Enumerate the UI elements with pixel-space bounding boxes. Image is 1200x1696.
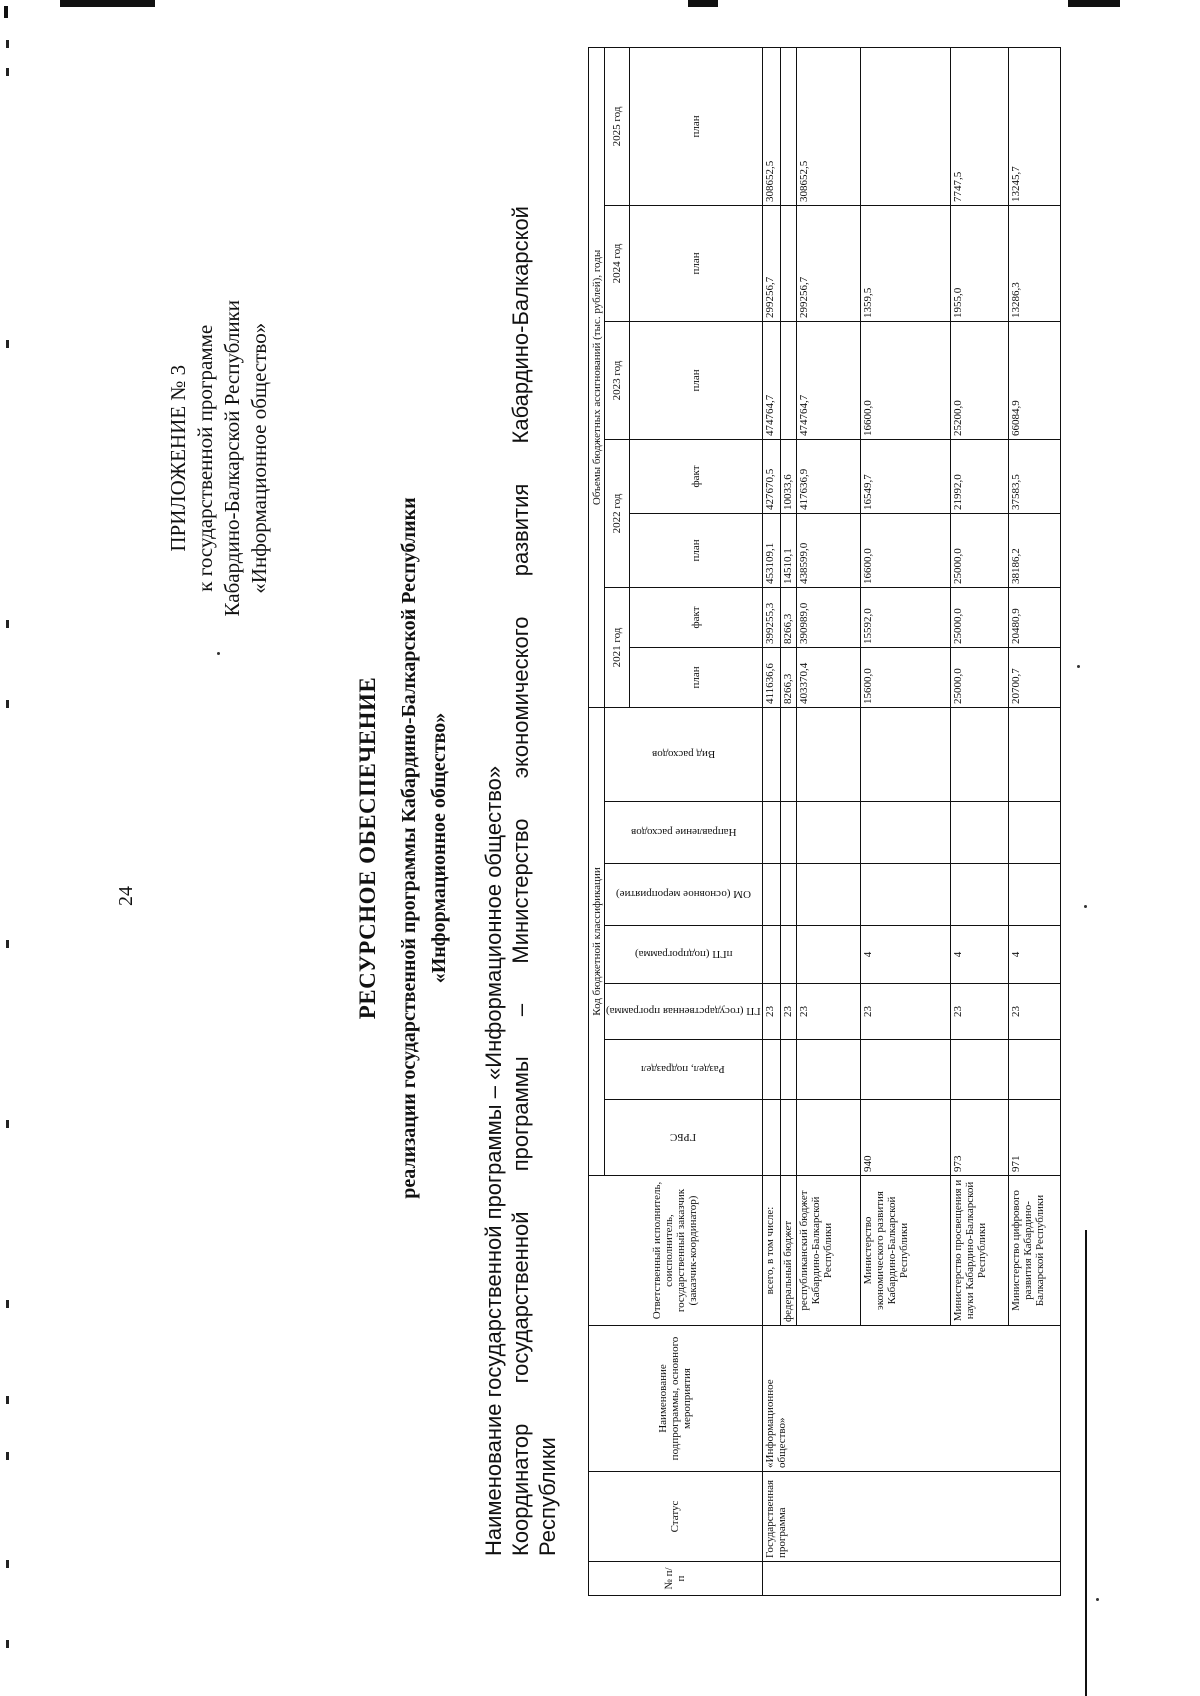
cell-2023-plan: 66084,9 [1008,321,1060,439]
program-name-line: Наименование государственной программы – «Информационное общество» [481,765,506,1556]
cell-2022-plan: 453109,1 [762,513,780,587]
header-razdel-text: Раздел, подраздел [641,1063,726,1076]
coordinator-word: Кабардино-Балкарской [508,206,533,444]
header-year-2021: 2021 год [605,587,630,707]
cell-napravlenie [1008,802,1060,864]
document-subtitle [394,0,454,1696]
cell-2023-plan: 25200,0 [950,321,1008,439]
header-name: Наименование подпрограммы, основного мероприятия [589,1326,763,1472]
header-code-group: Код бюджетной классификации [589,707,605,1175]
appendix-line-2: к государственной программе [193,324,217,592]
cell-napravlenie [950,802,1008,864]
coordinator-line [507,206,534,1556]
cell-pgp: 4 [950,926,1008,984]
header-year-2023: 2023 год [605,321,630,439]
cell-2022-plan: 25000,0 [950,513,1008,587]
cell-gp: 23 [796,984,860,1040]
header-gp-text: ГП (государственная программа) [606,1005,761,1018]
cell-gp: 23 [762,984,780,1040]
cell-razdel [860,1040,950,1100]
cell-om [780,864,796,926]
cell-name: «Информационное общество» [762,1326,1060,1472]
cell-2025-plan [780,47,796,205]
header-year-2025: 2025 год [605,47,630,205]
coordinator-word: экономического [508,616,533,779]
cell-pgp: 4 [1008,926,1060,984]
subtitle-line-2: «Информационное общество» [428,712,450,984]
cell-om [1008,864,1060,926]
cell-2021-plan: 411636,6 [762,647,780,707]
cell-gp: 23 [860,984,950,1040]
cell-vid [1008,707,1060,801]
header-grbs [605,1100,763,1176]
cell-2021-plan: 8266,3 [780,647,796,707]
cell-num [762,1562,1060,1596]
cell-2023-plan: 474764,7 [796,321,860,439]
cell-vid [950,707,1008,801]
cell-2021-plan: 25000,0 [950,647,1008,707]
table-row [762,47,780,1595]
cell-grbs [780,1100,796,1176]
cell-vid [780,707,796,801]
header-status: Статус [589,1472,763,1562]
cell-2024-plan: 1359,5 [860,205,950,321]
cell-2023-plan: 474764,7 [762,321,780,439]
cell-2021-fact: 25000,0 [950,587,1008,647]
cell-2022-plan: 438599,0 [796,513,860,587]
cell-executor: республиканский бюджет Кабардино-Балкарской Республики [796,1176,860,1326]
cell-pgp [780,926,796,984]
cell-napravlenie [780,802,796,864]
cell-2021-fact: 8266,3 [780,587,796,647]
document-title: РЕСУРСНОЕ ОБЕСПЕЧЕНИЕ [355,676,380,1020]
cell-2021-plan: 15600,0 [860,647,950,707]
cell-pgp: 4 [860,926,950,984]
cell-2022-plan: 38186,2 [1008,513,1060,587]
coordinator-word: Координатор [508,1423,533,1556]
cell-2021-fact: 15592,0 [860,587,950,647]
cell-om [796,864,860,926]
cell-2022-fact: 16549,7 [860,439,950,513]
coordinator-word: программы [508,1056,533,1172]
cell-2021-plan: 403370,4 [796,647,860,707]
header-executor: Ответственный исполнитель, соисполнитель, государственный заказчик (заказчик-координатор) [589,1176,763,1326]
cell-gp: 23 [1008,984,1060,1040]
header-pgp [605,926,763,984]
header-fact: факт [630,439,762,513]
header-vid [605,707,763,801]
header-plan: план [630,205,762,321]
cell-executor: федеральный бюджет [780,1176,796,1326]
header-om [605,864,763,926]
cell-2022-fact: 21992,0 [950,439,1008,513]
cell-2022-fact: 417636,9 [796,439,860,513]
cell-2021-plan: 20700,7 [1008,647,1060,707]
header-volume-group: Объемы бюджетных ассигнований (тыс. рублей), годы [589,47,605,707]
cell-2024-plan: 13286,3 [1008,205,1060,321]
cell-grbs: 971 [1008,1100,1060,1176]
program-info [480,56,561,1556]
coordinator-tail: Республики [535,1437,560,1556]
header-razdel [605,1040,763,1100]
cell-executor: Министерство цифрового развития Кабардино-Балкарской Республики [1008,1176,1060,1326]
header-year-2022: 2022 год [605,439,630,587]
header-om-text: ОМ (основное мероприятие) [615,888,751,901]
cell-grbs [762,1100,780,1176]
cell-om [860,864,950,926]
table-header-row [589,47,605,1595]
cell-executor: всего, в том числе: [762,1176,780,1326]
appendix-block [165,300,273,616]
cell-napravlenie [796,802,860,864]
coordinator-word: Министерство [508,818,533,964]
cell-2022-plan: 14510,1 [780,513,796,587]
cell-napravlenie [762,802,780,864]
cell-razdel [1008,1040,1060,1100]
header-fact: факт [630,587,762,647]
header-napravlenie-text: Направление расходов [630,826,737,839]
cell-grbs: 940 [860,1100,950,1176]
cell-2025-plan: 308652,5 [796,47,860,205]
cell-2024-plan [780,205,796,321]
cell-2024-plan: 1955,0 [950,205,1008,321]
cell-2025-plan: 13245,7 [1008,47,1060,205]
cell-razdel [780,1040,796,1100]
cell-2021-fact: 390989,0 [796,587,860,647]
subtitle-line-1: реализации государственной программы Кабардино-Балкарской Республики [398,497,420,1199]
cell-2022-plan: 16600,0 [860,513,950,587]
cell-napravlenie [860,802,950,864]
cell-2024-plan: 299256,7 [762,205,780,321]
cell-gp: 23 [950,984,1008,1040]
cell-2022-fact: 427670,5 [762,439,780,513]
cell-vid [860,707,950,801]
cell-2025-plan: 7747,5 [950,47,1008,205]
cell-executor: Министерство просвещения и науки Кабардино-Балкарской Республики [950,1176,1008,1326]
appendix-line-3: Кабардино-Балкарской Республики [220,300,244,617]
header-pgp-text: пГП (подпрограмма) [634,948,733,961]
appendix-line-1: ПРИЛОЖЕНИЕ № 3 [166,364,190,552]
cell-status: Государственная программа [762,1472,1060,1562]
cell-2024-plan: 299256,7 [796,205,860,321]
cell-vid [796,707,860,801]
cell-executor: Министерство экономического развития Кабардино-Балкарской Республики [860,1176,950,1326]
cell-gp: 23 [780,984,796,1040]
coordinator-word: развития [508,483,533,577]
cell-pgp [796,926,860,984]
coordinator-word: – [508,1003,533,1017]
cell-om [762,864,780,926]
cell-2025-plan [860,47,950,205]
cell-2023-plan: 16600,0 [860,321,950,439]
header-grbs-text: ГРБС [670,1131,697,1144]
header-num: № п/п [589,1562,763,1596]
cell-razdel [796,1040,860,1100]
cell-2022-fact: 37583,5 [1008,439,1060,513]
header-plan: план [630,47,762,205]
cell-grbs: 973 [950,1100,1008,1176]
cell-vid [762,707,780,801]
appendix-line-4: «Информационное общество» [247,322,271,594]
cell-razdel [950,1040,1008,1100]
header-plan: план [630,647,762,707]
cell-2021-fact: 20480,9 [1008,587,1060,647]
header-year-2024: 2024 год [605,205,630,321]
header-gp [605,984,763,1040]
cell-razdel [762,1040,780,1100]
cell-grbs [796,1100,860,1176]
cell-2021-fact: 399255,3 [762,587,780,647]
resource-table [588,47,1061,1596]
header-plan: план [630,513,762,587]
cell-2023-plan [780,321,796,439]
header-plan: план [630,321,762,439]
cell-2022-fact: 10033,6 [780,439,796,513]
page-number: 24 [115,886,137,906]
cell-2025-plan: 308652,5 [762,47,780,205]
header-vid-text: Вид расходов [651,748,715,761]
cell-om [950,864,1008,926]
coordinator-word: государственной [508,1211,533,1384]
header-napravlenie [605,802,763,864]
cell-pgp [762,926,780,984]
